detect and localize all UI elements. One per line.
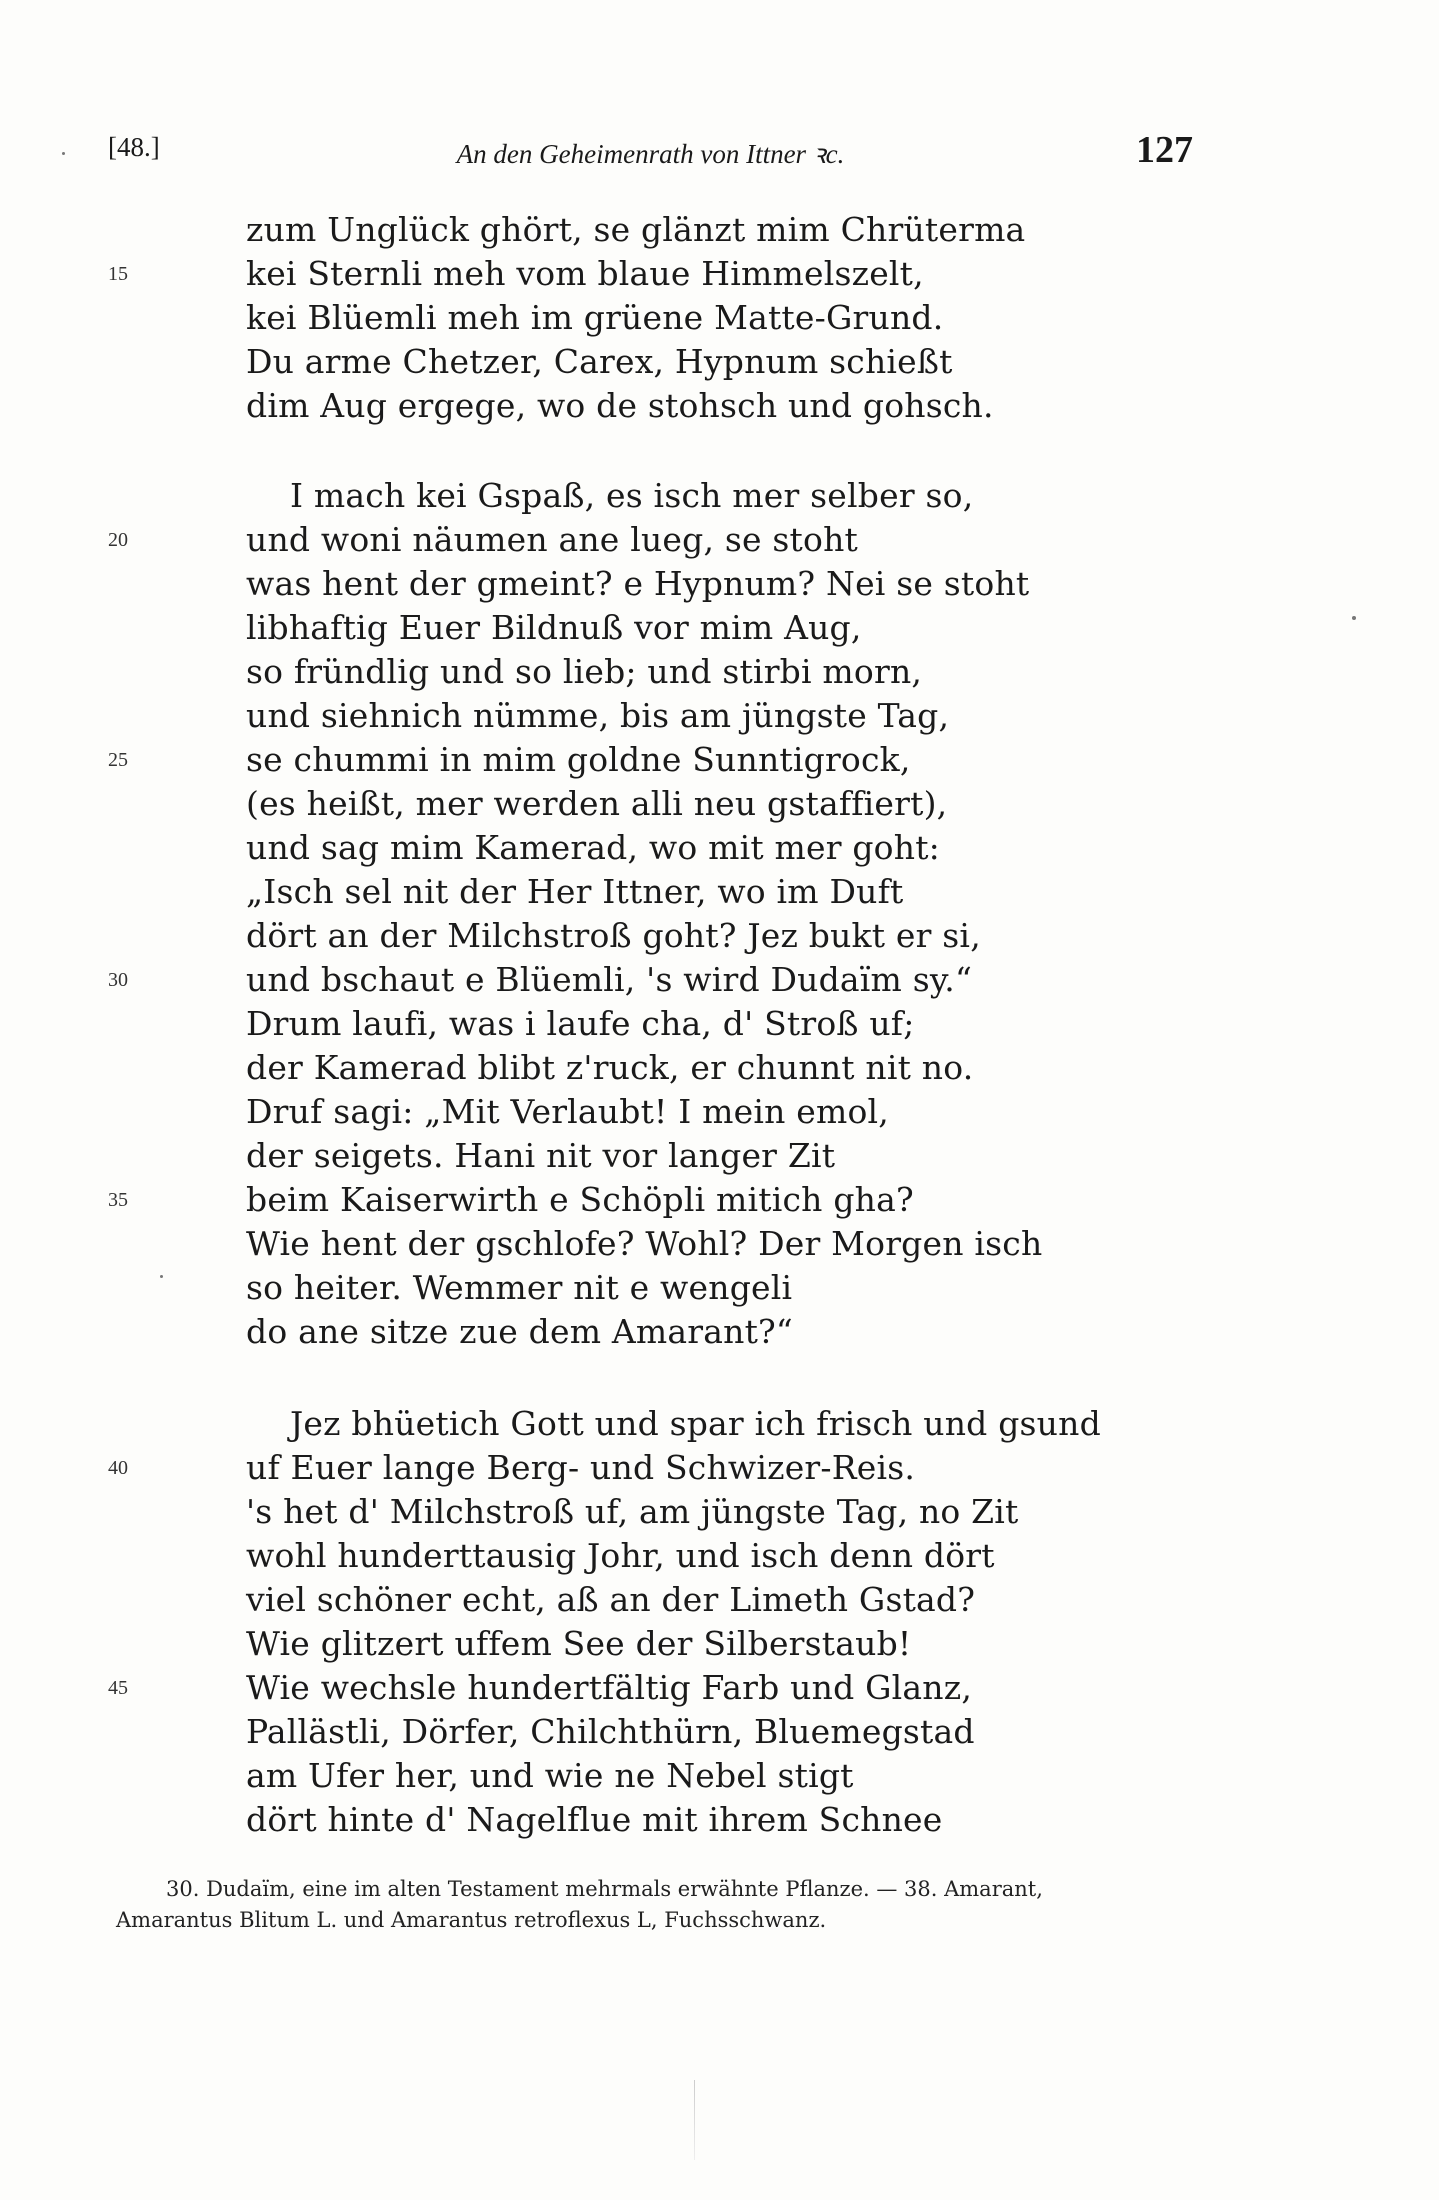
poem-line: 's het d' Milchstroß uf, am jüngste Tag, no Zit xyxy=(246,1492,1019,1531)
poem-line: Du arme Chetzer, Carex, Hypnum schießt xyxy=(246,342,953,381)
footnote-line: 30. Dudaïm, eine im alten Testament mehrmals erwähnte Pflanze. — 38. Amarant, xyxy=(166,1877,1043,1901)
poem-line: und siehnich nümme, bis am jüngste Tag, xyxy=(246,696,950,735)
line-number: 20 xyxy=(108,529,128,551)
running-header xyxy=(108,128,1193,178)
poem-line: do ane sitze zue dem Amarant?“ xyxy=(246,1312,794,1351)
poem-line: zum Unglück ghört, se glänzt mim Chrüterma xyxy=(246,210,1026,249)
line-number: 15 xyxy=(108,263,128,285)
poem-line: „Isch sel nit der Her Ittner, wo im Duft xyxy=(246,872,904,911)
footnotes xyxy=(116,1874,1196,1936)
poem-line: und bschaut e Blüemli, 's wird Dudaïm sy.“ xyxy=(246,960,973,999)
poem-line: wohl hunderttausig Johr, und isch denn dört xyxy=(246,1536,995,1575)
poem-line: Wie glitzert uffem See der Silberstaub! xyxy=(246,1624,912,1663)
poem-line: beim Kaiserwirth e Schöpli mitich gha? xyxy=(246,1180,914,1219)
scan-speck xyxy=(160,1275,163,1278)
poem-line: dört hinte d' Nagelflue mit ihrem Schnee xyxy=(246,1800,943,1839)
poem-line: am Ufer her, und wie ne Nebel stigt xyxy=(246,1756,854,1795)
poem-line: Drum laufi, was i laufe cha, d' Stroß uf; xyxy=(246,1004,915,1043)
poem-line: Jez bhüetich Gott und spar ich frisch und gsund xyxy=(290,1404,1101,1443)
scan-speck xyxy=(62,152,65,155)
line-number: 35 xyxy=(108,1189,128,1211)
poem-line: so fründlig und so lieb; und stirbi morn, xyxy=(246,652,923,691)
poem-line: Druf sagi: „Mit Verlaubt! I mein emol, xyxy=(246,1092,889,1131)
poem-line: dört an der Milchstroß goht? Jez bukt er si, xyxy=(246,916,981,955)
poem-line: was hent der gmeint? e Hypnum? Nei se stoht xyxy=(246,564,1030,603)
scan-speck xyxy=(1352,616,1356,620)
poem-line: I mach kei Gspaß, es isch mer selber so, xyxy=(290,476,974,515)
footnote-line: Amarantus Blitum L. und Amarantus retroflexus L, Fuchsschwanz. xyxy=(116,1908,827,1932)
binding-seam xyxy=(694,2080,695,2160)
poem-line: so heiter. Wemmer nit e wengeli xyxy=(246,1268,793,1307)
poem-line: Wie hent der gschlofe? Wohl? Der Morgen isch xyxy=(246,1224,1043,1263)
poem-line: kei Blüemli meh im grüene Matte-Grund. xyxy=(246,298,944,337)
poem-line: se chummi in mim goldne Sunntigrock, xyxy=(246,740,911,779)
poem-line: und woni näumen ane lueg, se stoht xyxy=(246,520,858,559)
poem-line: kei Sternli meh vom blaue Himmelszelt, xyxy=(246,254,924,293)
line-number: 40 xyxy=(108,1457,128,1479)
page-number: 127 xyxy=(1136,129,1193,171)
poem-line: (es heißt, mer werden alli neu gstaffiert), xyxy=(246,784,948,823)
section-number: [48.] xyxy=(108,132,160,162)
poem-line: uf Euer lange Berg- und Schwizer-Reis. xyxy=(246,1448,916,1487)
running-title: An den Geheimenrath von Ittner ꝛc. xyxy=(456,139,845,169)
line-number: 45 xyxy=(108,1677,128,1699)
poem-line: der seigets. Hani nit vor langer Zit xyxy=(246,1136,836,1175)
line-number: 25 xyxy=(108,749,128,771)
poem-line: Pallästli, Dörfer, Chilchthürn, Bluemegstad xyxy=(246,1712,975,1751)
poem-line: dim Aug ergege, wo de stohsch und gohsch. xyxy=(246,386,994,425)
poem-line: der Kamerad blibt z'ruck, er chunnt nit no. xyxy=(246,1048,974,1087)
poem-line: libhaftig Euer Bildnuß vor mim Aug, xyxy=(246,608,862,647)
line-number: 30 xyxy=(108,969,128,991)
poem-line: und sag mim Kamerad, wo mit mer goht: xyxy=(246,828,940,867)
poem-line: viel schöner echt, aß an der Limeth Gstad? xyxy=(246,1580,976,1619)
poem-line: Wie wechsle hundertfältig Farb und Glanz, xyxy=(246,1668,973,1707)
